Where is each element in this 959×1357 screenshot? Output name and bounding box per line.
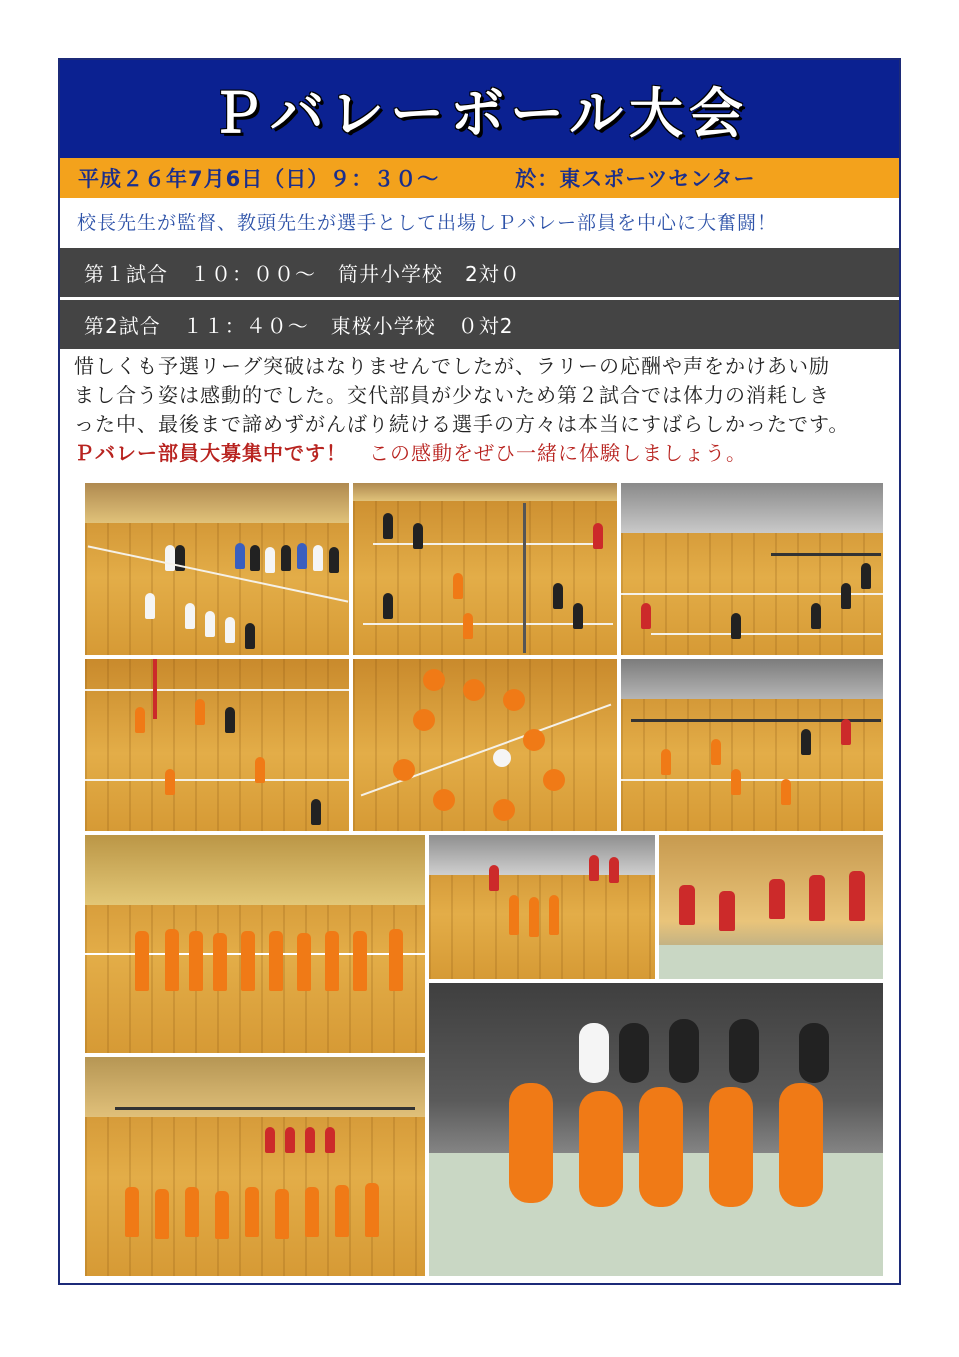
match-time: １０：００～ (190, 262, 316, 286)
match-label: 第１試合 (84, 262, 168, 286)
photo-team-group (428, 982, 884, 1277)
photo-team-lineup (84, 834, 426, 1054)
match-score: ０対2 (457, 314, 514, 338)
photo-court-huddle (428, 834, 656, 980)
report-line: まし合う姿は感動的でした。交代部員が少ないため第２試合では体力の消耗しき (74, 383, 830, 407)
poster-frame (58, 58, 901, 1285)
match-score: 2対０ (465, 262, 521, 286)
recruit-headline: Ｐバレー部員大募集中です！ (74, 441, 347, 465)
recruit-message: この感動をぜひ一緒に体験しましょう。 (369, 441, 747, 465)
photo-match-play-3 (84, 658, 350, 832)
photo-closing-lineup (84, 1056, 426, 1277)
event-date: 平成２６年7月6日（日）９：３０～ (78, 167, 440, 191)
photo-match-play-2 (620, 482, 884, 656)
photo-collage (84, 482, 884, 1277)
report-line: 惜しくも予選リーグ突破はなりませんでしたが、ラリーの応酬や声をかけあい励 (74, 354, 830, 378)
report-line: った中、最後まで諦めずがんばり続ける選手の方々は本当にすばらしかったです。 (74, 412, 850, 436)
event-venue: 於：東スポーツセンター (515, 167, 756, 191)
match-opponent: 筒井小学校 (338, 262, 443, 286)
intro-text: 校長先生が監督、教頭先生が選手として出場しＰバレー部員を中心に大奮闘！ (77, 211, 778, 234)
title-band (60, 60, 899, 158)
photo-match-play-1 (352, 482, 618, 656)
photo-team-huddle (352, 658, 618, 832)
match-label: 第2試合 (84, 314, 161, 338)
photo-cheering-section (658, 834, 884, 980)
match-row (60, 248, 899, 297)
match-row (60, 300, 899, 349)
match-opponent: 東桜小学校 (330, 314, 436, 338)
page-title: Ｐバレーボール大会 (210, 81, 749, 145)
event-info-band (60, 158, 899, 198)
report-text (74, 352, 894, 468)
match-time: １１：４０～ (182, 314, 309, 338)
photo-match-play-4 (620, 658, 884, 832)
photo-opening-ceremony (84, 482, 350, 656)
